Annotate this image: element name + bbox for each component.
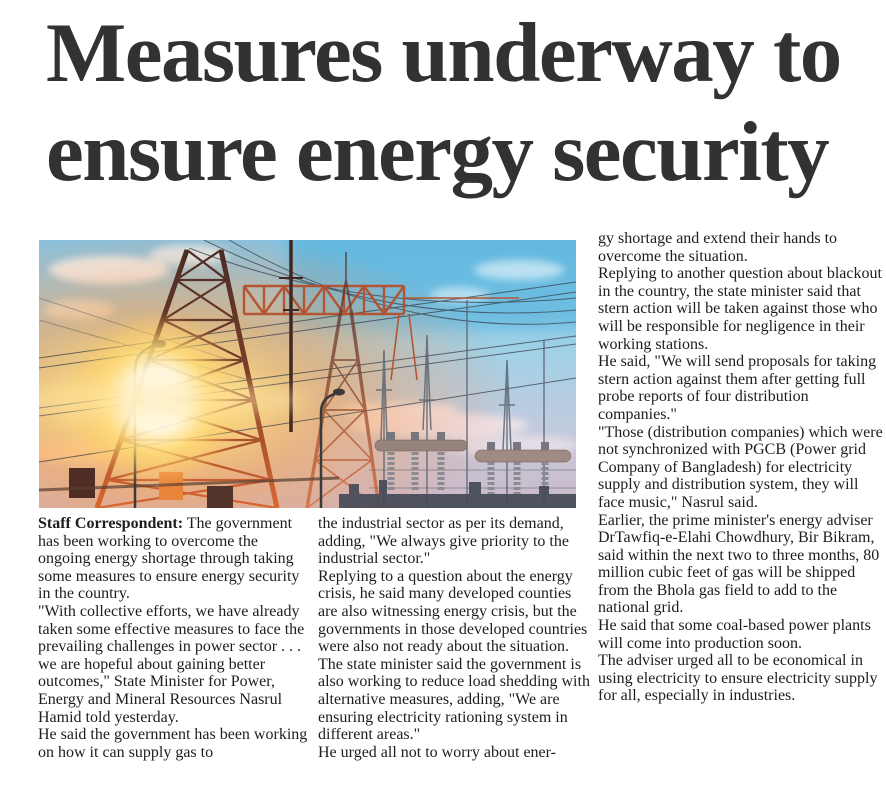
article-paragraph: He said that some coal-based power plants will come into production soon.: [598, 617, 871, 652]
article-paragraph: He urged all not to worry about ener-: [318, 743, 556, 761]
article-column-1: [38, 515, 312, 761]
article-photo: [39, 240, 576, 508]
headline-line-1: Measures underway to: [46, 6, 841, 100]
byline: Staff Correspondent:: [38, 515, 184, 532]
article-paragraph: the industrial sector as per its demand, adding, "We always give priority to the industrial sector.": [318, 515, 569, 568]
headline-line-2: ensure energy security: [46, 105, 829, 199]
article-paragraph: Replying to a question about the energy crisis, he said many developed counties are also witnessing energy crisis, but the governments in those developed countries were also not ready about the situation.: [318, 567, 588, 656]
article-paragraph: "With collective efforts, we have already taken some effective measures to face the prevailing challenges in power sector . . . we are hopeful about gaining better outcomes," State Minister for Power, Energy and Mineral Resources Nasrul Hamid told yesterday.: [38, 602, 305, 726]
column-3-paragraphs: [598, 230, 886, 705]
article-column-3: [598, 230, 886, 705]
article-paragraph: He said the government has been working on how it can supply gas to: [38, 726, 308, 761]
article-column-2: [318, 515, 592, 761]
lead-text: The government has been working to overcome the ongoing energy shortage through taking some measures to ensure energy security in the country.: [38, 515, 300, 603]
article-paragraph: Earlier, the prime minister's energy adviser DrTawfiq-e-Elahi Chowdhury, Bir Bikram, said within the next two to three months, 80 million cubic feet of gas will be shipped from the Bhola gas field to add to the national grid.: [598, 511, 880, 617]
article-paragraph: Replying to another question about blackout in the country, the state minister said that stern action will be taken against those who will be responsible for negligence in their working stations.: [598, 265, 882, 353]
article-paragraph: The adviser urged all to be economical in using electricity to ensure electricity supply for all, especially in industries.: [598, 652, 878, 705]
column-2-paragraphs: [318, 515, 592, 761]
article-lead-paragraph: [38, 515, 312, 603]
article-paragraph: gy shortage and extend their hands to overcome the situation.: [598, 230, 838, 265]
column-1-paragraphs: [38, 603, 312, 761]
article-paragraph: "Those (distribution companies) which were not synchronized with PGCB (Power grid Company of Bangladesh) for electricity supply and distribution system, they will face music," Nasrul said.: [598, 423, 883, 511]
substation-photo-illustration: [39, 240, 576, 508]
article-paragraph: The state minister said the government is also working to reduce load shedding with alternative measures, adding, "We are ensuring electricity rationing system in different areas.": [318, 655, 590, 744]
article-headline: [46, 4, 886, 202]
article-paragraph: He said, "We will send proposals for taking stern action against them after getting full probe reports of four distribution companies.": [598, 353, 877, 423]
